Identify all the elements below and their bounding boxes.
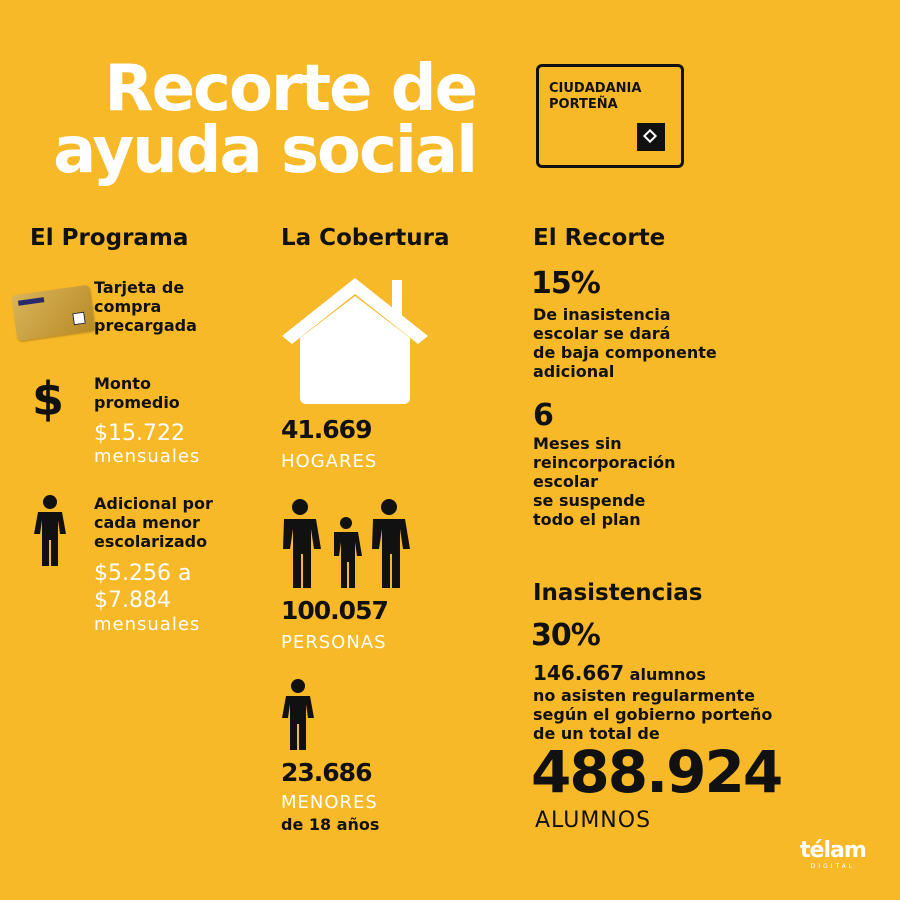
recorte-percent: 15% [531, 266, 600, 301]
inasistencias-heading: Inasistencias [533, 580, 703, 606]
inasistencias-percent: 30% [531, 618, 600, 653]
total-alumnos-number: 488.924 [531, 738, 782, 806]
inasistencias-alumnos [533, 661, 706, 685]
page-title [46, 52, 476, 188]
adicional-unit: mensuales [94, 614, 201, 635]
inasistencias-alumnos-word: alumnos [629, 665, 706, 684]
family-icon [280, 498, 412, 590]
menores-number: 23.686 [281, 758, 372, 787]
diamond-icon [637, 123, 665, 151]
ciudadania-portena-badge [536, 64, 684, 168]
telam-logo-text: télam [800, 838, 866, 863]
hogares-number: 41.669 [281, 415, 372, 444]
personas-number: 100.057 [281, 596, 388, 625]
title-line-1: Recorte de [104, 52, 476, 126]
card-description: Tarjeta de compra precargada [94, 278, 197, 335]
recorte-meses-description: Meses sin reincorporación escolar se suspende todo el plan [533, 434, 676, 529]
inasistencias-description: no asisten regularmente según el gobierno porteño de un total de [533, 686, 773, 743]
adicional-value-2: $7.884 [94, 588, 171, 613]
badge-line-1: CIUDADANIA [549, 81, 642, 96]
monto-value: $15.722 [94, 421, 185, 446]
total-alumnos-label: ALUMNOS [535, 808, 652, 833]
title-line-2: ayuda social [53, 114, 476, 188]
card-icon [11, 285, 95, 341]
hogares-label: HOGARES [281, 451, 378, 472]
programa-heading: El Programa [30, 225, 189, 251]
adicional-description: Adicional por cada menor escolarizado [94, 494, 213, 551]
telam-logo [800, 838, 866, 870]
badge-line-2: PORTEÑA [549, 97, 618, 112]
personas-label: PERSONAS [281, 632, 387, 653]
dollar-icon: $ [32, 372, 65, 426]
cobertura-heading: La Cobertura [281, 225, 450, 251]
child-person-icon [32, 494, 68, 568]
inasistencias-alumnos-number: 146.667 [533, 661, 625, 685]
menores-sub: de 18 años [281, 815, 380, 834]
house-icon [280, 276, 430, 406]
minor-person-icon [280, 678, 316, 752]
monto-description: Monto promedio [94, 374, 180, 412]
telam-logo-sub: DIGITAL [810, 863, 856, 870]
recorte-percent-description: De inasistencia escolar se dará de baja componente adicional [533, 305, 717, 381]
adicional-value-1: $5.256 a [94, 561, 192, 586]
recorte-meses: 6 [533, 398, 553, 433]
menores-label: MENORES [281, 792, 378, 813]
monto-unit: mensuales [94, 446, 201, 467]
recorte-heading: El Recorte [533, 225, 666, 251]
